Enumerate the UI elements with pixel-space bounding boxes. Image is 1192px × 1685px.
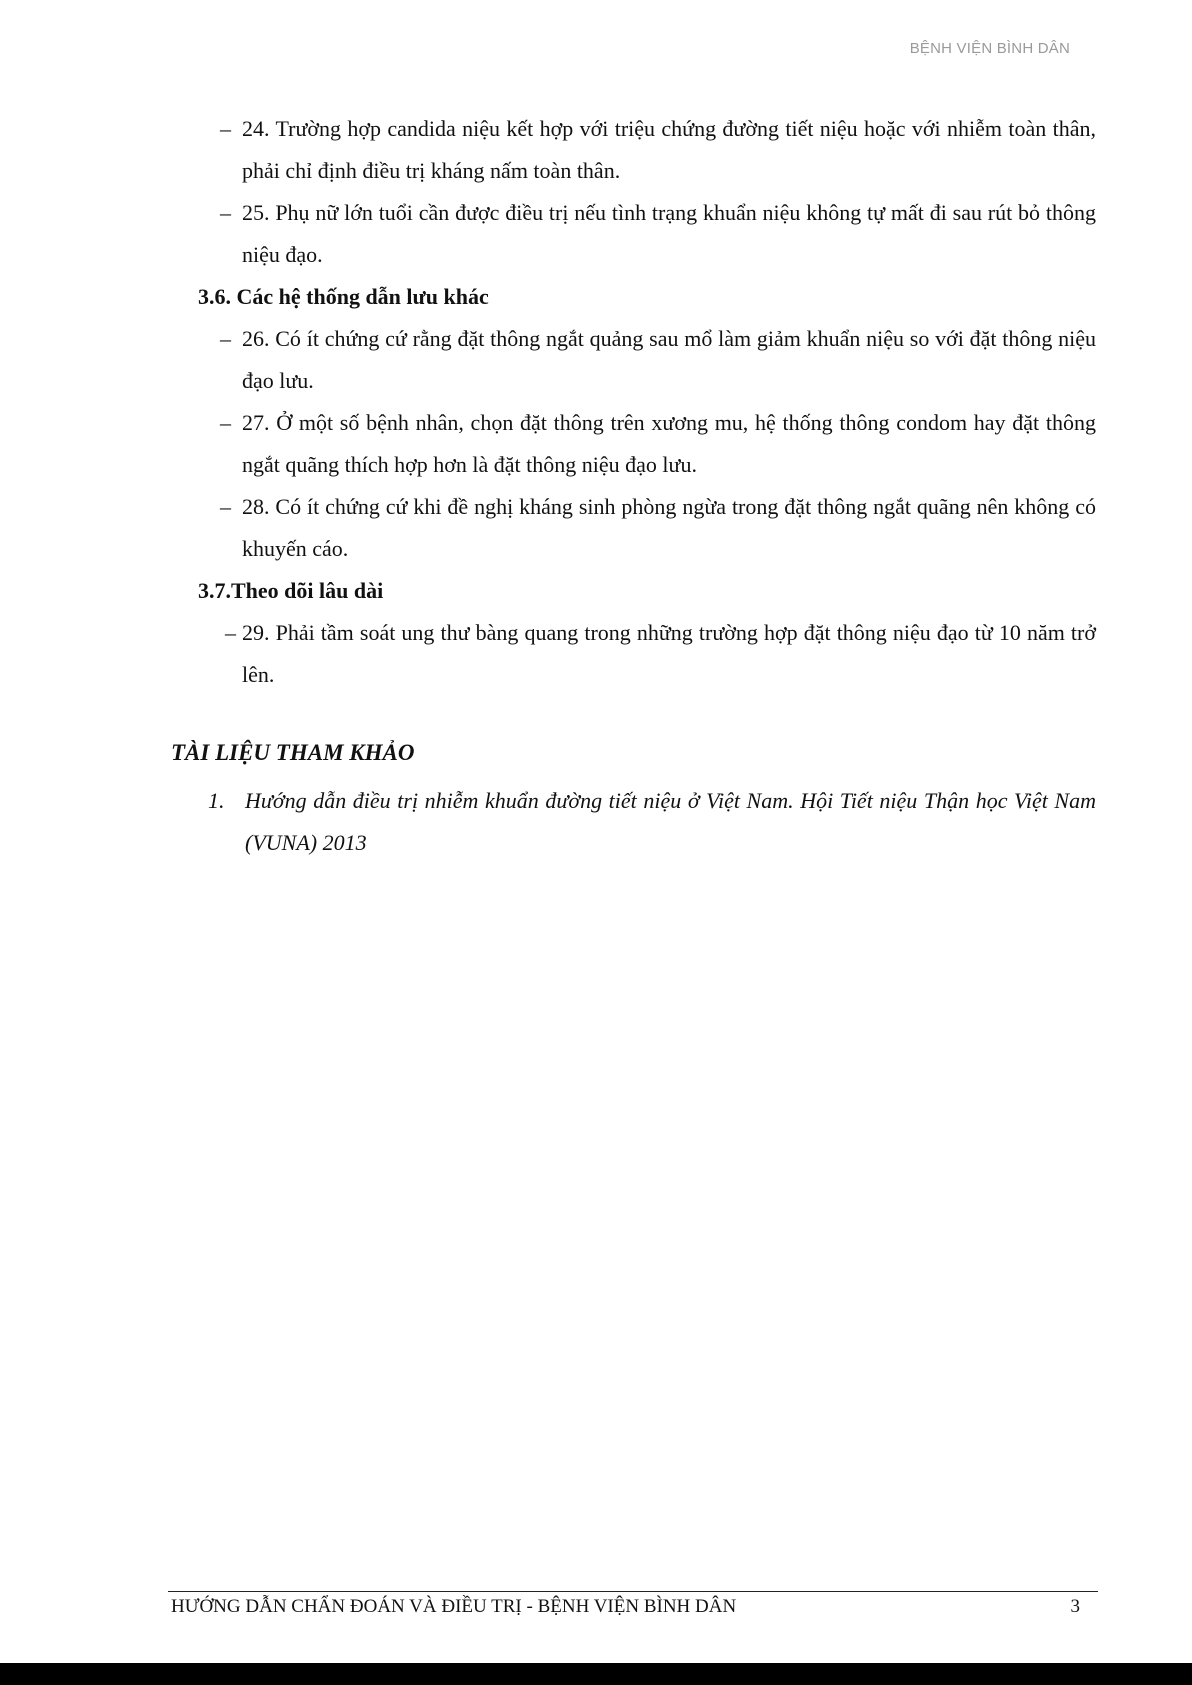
list-item-text: 27. Ở một số bệnh nhân, chọn đặt thông trên xương mu, hệ thống thông condom hay đặt thông ngắt quãng thích hợp hơn là đặt thông niệu đạo lưu. <box>242 410 1096 477</box>
reference-number: 1. <box>208 788 225 813</box>
list-item <box>199 612 1096 696</box>
list-item <box>199 486 1096 570</box>
list-item-text: 24. Trường hợp candida niệu kết hợp với triệu chứng đường tiết niệu hoặc với nhiễm toàn thân, phải chỉ định điều trị kháng nấm toàn thân. <box>242 116 1096 183</box>
list-item <box>199 402 1096 486</box>
section-heading: 3.6. Các hệ thống dẫn lưu khác <box>198 284 489 309</box>
section-heading: 3.7.Theo dõi lâu dài <box>198 578 384 603</box>
dash-bullet: – <box>225 620 236 645</box>
footer-divider <box>168 1591 1098 1592</box>
list-item-text: 26. Có ít chứng cứ rằng đặt thông ngắt quảng sau mổ làm giảm khuẩn niệu so với đặt thông niệu đạo lưu. <box>242 326 1096 393</box>
scan-border <box>0 1663 1192 1685</box>
page-number: 3 <box>1070 1596 1080 1617</box>
running-header: BỆNH VIỆN BÌNH DÂN <box>909 40 1070 57</box>
reference-item <box>208 780 1096 864</box>
dash-bullet: – <box>220 116 231 141</box>
references-list <box>208 780 1096 864</box>
list-item <box>199 108 1096 192</box>
list-item <box>199 192 1096 276</box>
references-heading: TÀI LIỆU THAM KHẢO <box>171 740 415 765</box>
dash-bullet: – <box>220 326 231 351</box>
dash-bullet: – <box>220 494 231 519</box>
dash-bullet: – <box>220 200 231 225</box>
list-item-text: 29. Phải tầm soát ung thư bàng quang trong những trường hợp đặt thông niệu đạo từ 10 năm trở lên. <box>242 620 1096 687</box>
list-item-text: 25. Phụ nữ lớn tuổi cần được điều trị nếu tình trạng khuẩn niệu không tự mất đi sau rút bỏ thông niệu đạo. <box>242 200 1096 267</box>
list-item <box>199 318 1096 402</box>
reference-text: Hướng dẫn điều trị nhiễm khuẩn đường tiết niệu ở Việt Nam. Hội Tiết niệu Thận học Việt Nam (VUNA) 2013 <box>245 788 1096 855</box>
footer-title: HƯỚNG DẪN CHẨN ĐOÁN VÀ ĐIỀU TRỊ - BỆNH VIỆN BÌNH DÂN <box>171 1596 737 1617</box>
main-content <box>199 108 1096 696</box>
dash-bullet: – <box>220 410 231 435</box>
list-item-text: 28. Có ít chứng cứ khi đề nghị kháng sinh phòng ngừa trong đặt thông ngắt quãng nên không có khuyến cáo. <box>242 494 1096 561</box>
